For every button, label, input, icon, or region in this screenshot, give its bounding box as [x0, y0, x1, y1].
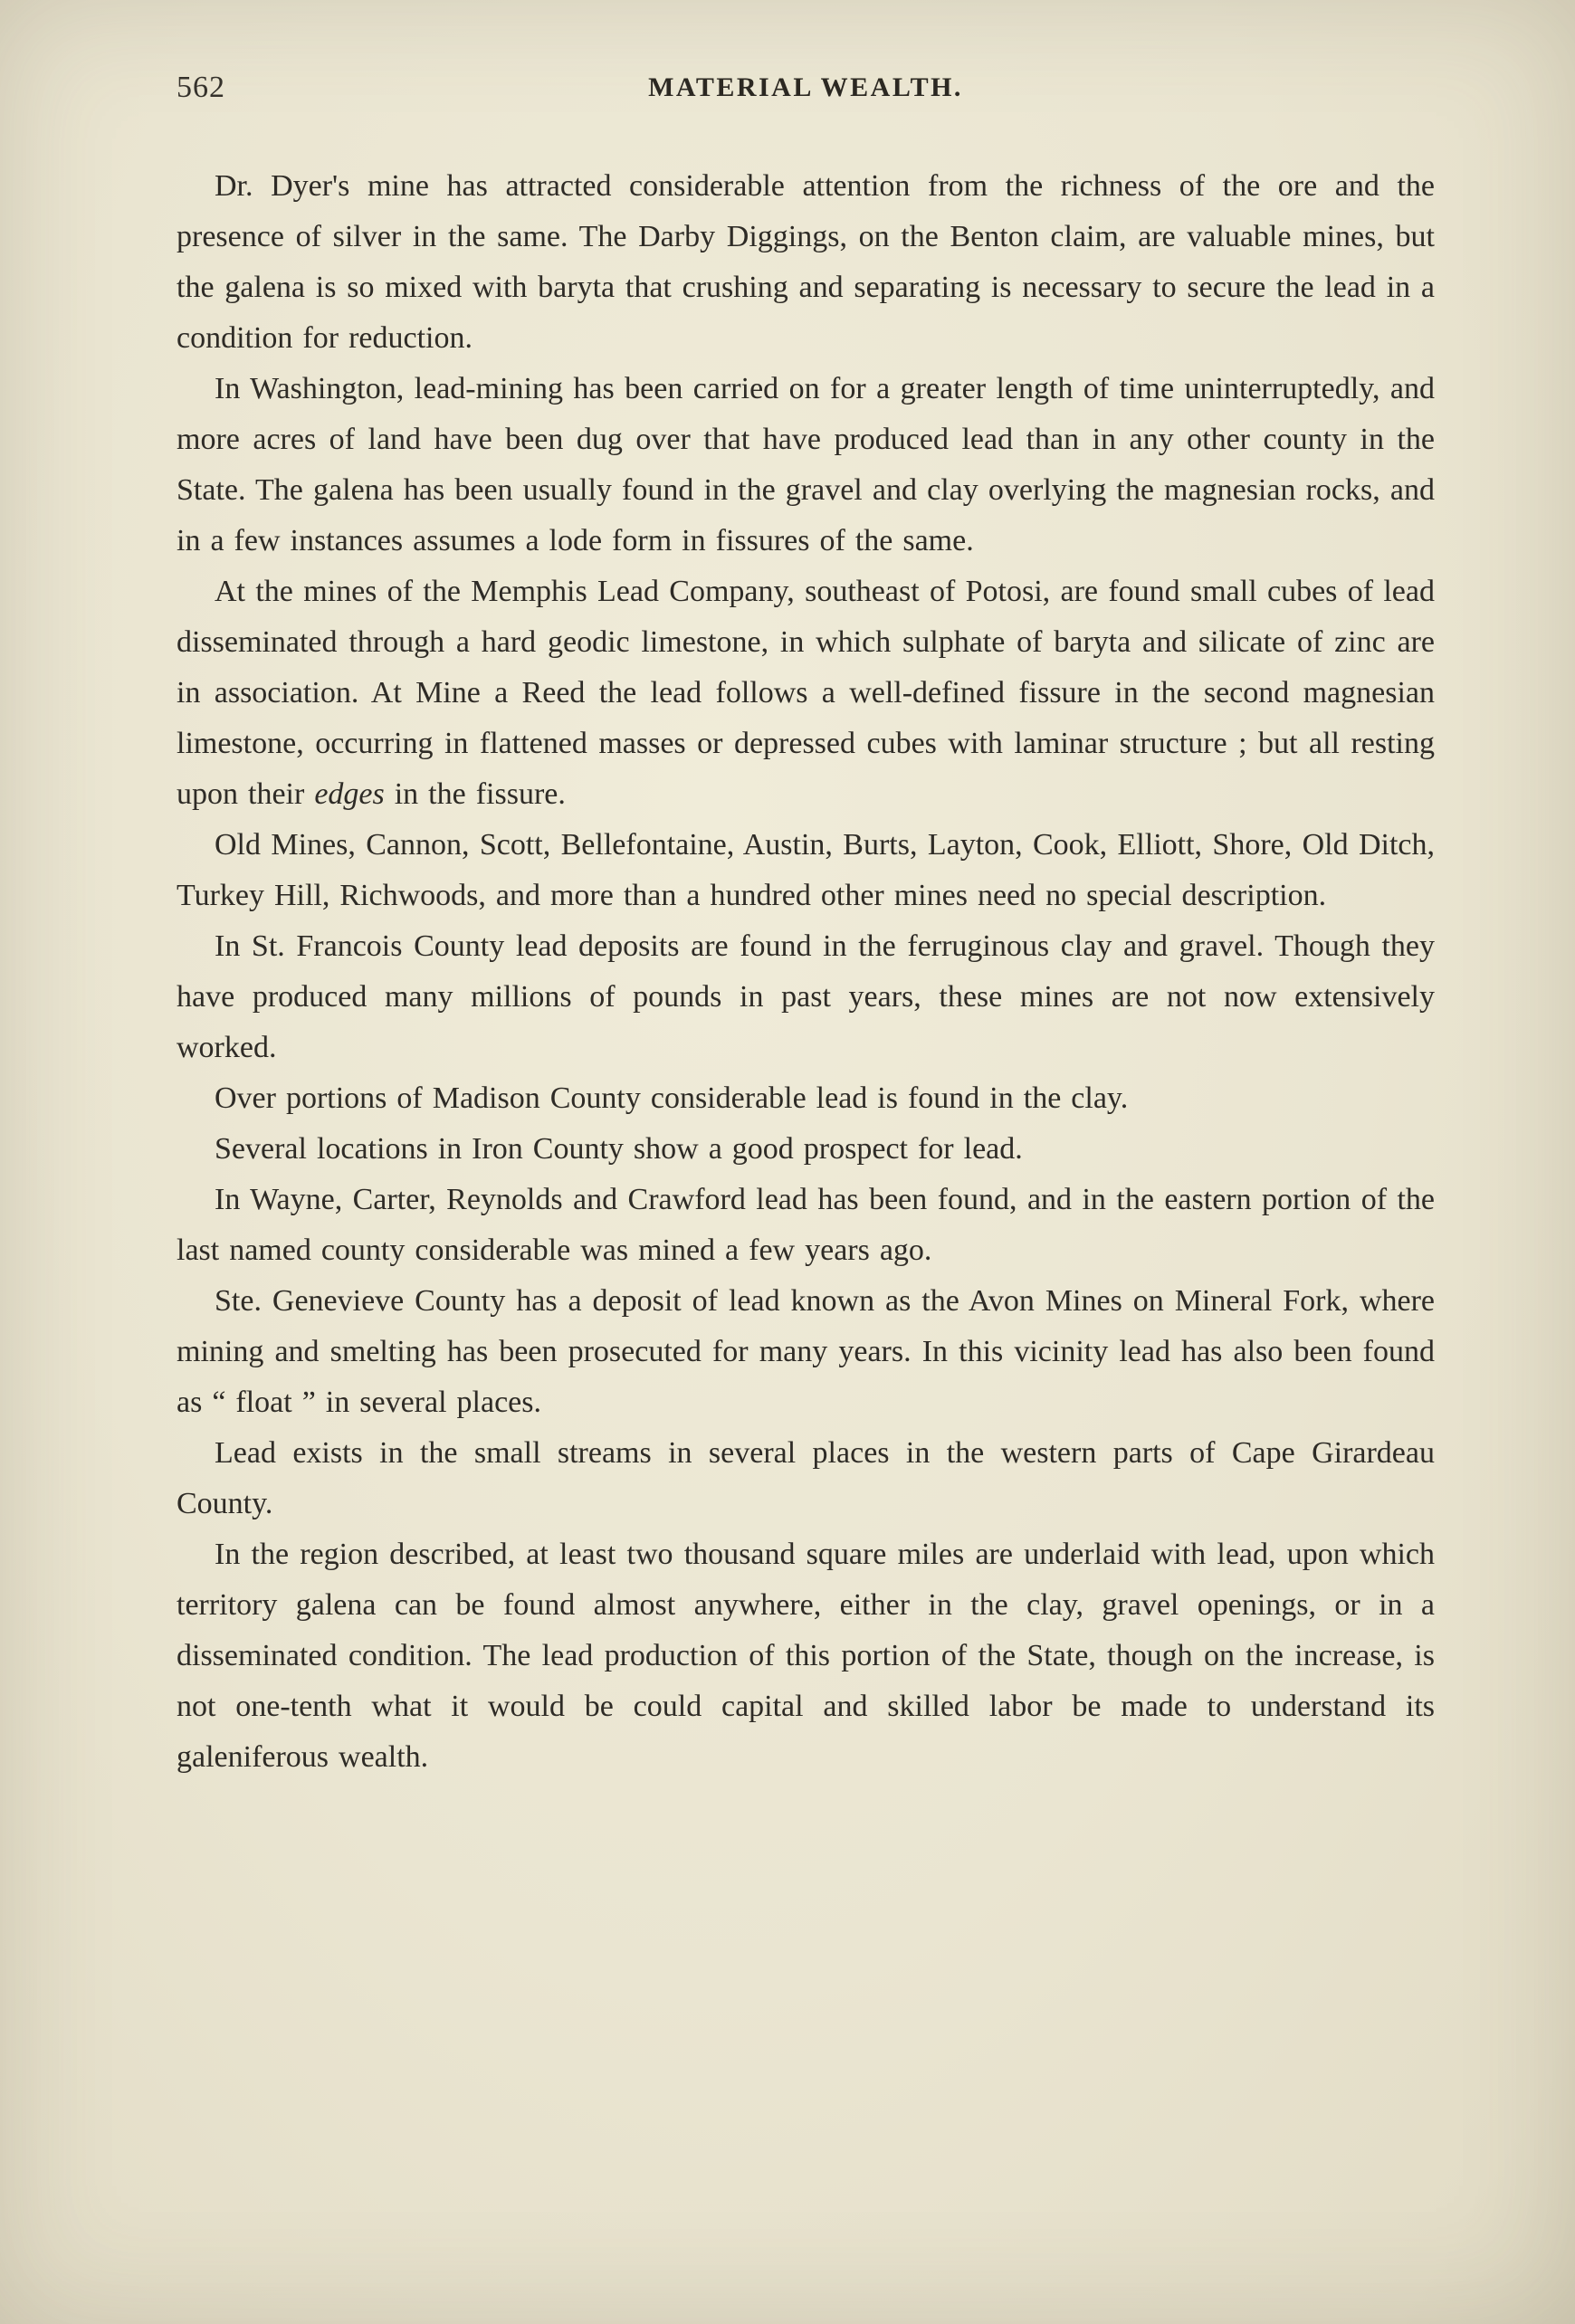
paragraph: Over portions of Madison County considerable lead is found in the clay.	[215, 1081, 1129, 1115]
italic-word: edges	[314, 777, 385, 811]
paragraph-text: in the fissure.	[384, 777, 566, 811]
paragraph	[177, 567, 1435, 820]
paragraph: In St. Francois County lead deposits are found in the ferruginous clay and gravel. Though they have produced many millions of pounds in past years, these mines are not now extensively worked.	[177, 929, 1435, 1064]
page-body	[177, 161, 1435, 1783]
running-title: MATERIAL WEALTH.	[648, 72, 963, 102]
paragraph: Lead exists in the small streams in several places in the western parts of Cape Girardeau County.	[177, 1436, 1435, 1520]
paragraph: In the region described, at least two thousand square miles are underlaid with lead, upon which territory galena can be found almost anywhere, either in the clay, gravel openings, or in a disseminated condition. The lead production of this portion of the State, though on the increase, is not one-tenth what it would be could capital and skilled labor be made to understand its galeniferous wealth.	[177, 1538, 1435, 1774]
page-number: 562	[177, 71, 225, 104]
paragraph: Ste. Genevieve County has a deposit of lead known as the Avon Mines on Mineral Fork, where mining and smelting has been prosecuted for many years. In this vicinity lead has also been found as “ float ” in several places.	[177, 1284, 1435, 1419]
paragraph-text: At the mines of the Memphis Lead Company, southeast of Potosi, are found small cubes of lead disseminated through a hard geodic limestone, in which sulphate of baryta and silicate of zinc are in association. At Mine a Reed the lead follows a well-defined fissure in the second magnesian limestone, occurring in flattened masses or depressed cubes with laminar structure ; but all resting upon their	[177, 575, 1435, 811]
paragraph: In Wayne, Carter, Reynolds and Crawford lead has been found, and in the eastern portion of the last named county considerable was mined a few years ago.	[177, 1183, 1435, 1267]
page-header	[177, 71, 1435, 121]
paragraph: In Washington, lead-mining has been carried on for a greater length of time uninterruptedly, and more acres of land have been dug over that have produced lead than in any other county in the State. The galena has been usually found in the gravel and clay overlying the magnesian rocks, and in a few instances assumes a lode form in fissures of the same.	[177, 372, 1435, 557]
paragraph: Dr. Dyer's mine has attracted considerable attention from the richness of the ore and the presence of silver in the same. The Darby Diggings, on the Benton claim, are valuable mines, but the galena is so mixed with baryta that crushing and separating is necessary to secure the lead in a condition for reduction.	[177, 169, 1435, 355]
paragraph: Several locations in Iron County show a good prospect for lead.	[215, 1132, 1023, 1166]
paragraph: Old Mines, Cannon, Scott, Bellefontaine, Austin, Burts, Layton, Cook, Elliott, Shore, Old Ditch, Turkey Hill, Richwoods, and more than a hundred other mines need no special description.	[177, 828, 1435, 912]
